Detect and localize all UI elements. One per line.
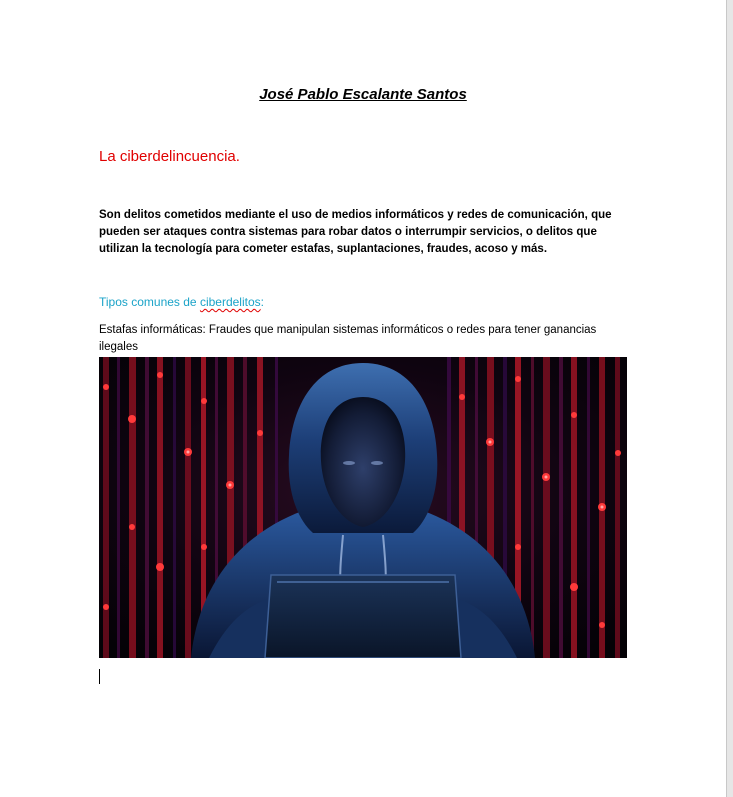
subheading: [99, 295, 264, 309]
subheading-suffix: :: [260, 295, 264, 309]
hooded-hacker-illustration: [99, 357, 627, 658]
scam-description-paragraph: Estafas informáticas: Fraudes que manipulan sistemas informáticos o redes para tener ganancias ilegales: [99, 324, 597, 353]
hacker-image[interactable]: [99, 357, 627, 658]
intro-paragraph: Son delitos cometidos mediante el uso de medios informáticos y redes de comunicación, que pueden ser ataques contra sistemas para robar datos o interrumpir servicios, o delitos que utilizan la tecnología para cometer estafas, suplantaciones, fraudes, acoso y más.: [99, 209, 612, 255]
document-heading: La ciberdelincuencia.: [99, 148, 240, 165]
spellcheck-flagged-word[interactable]: ciberdelitos: [199, 295, 261, 309]
author-name: José Pablo Escalante Santos: [259, 86, 467, 103]
subheading-prefix: Tipos comunes de: [99, 295, 200, 309]
text-cursor: [99, 669, 100, 684]
page-gutter: [727, 0, 733, 797]
